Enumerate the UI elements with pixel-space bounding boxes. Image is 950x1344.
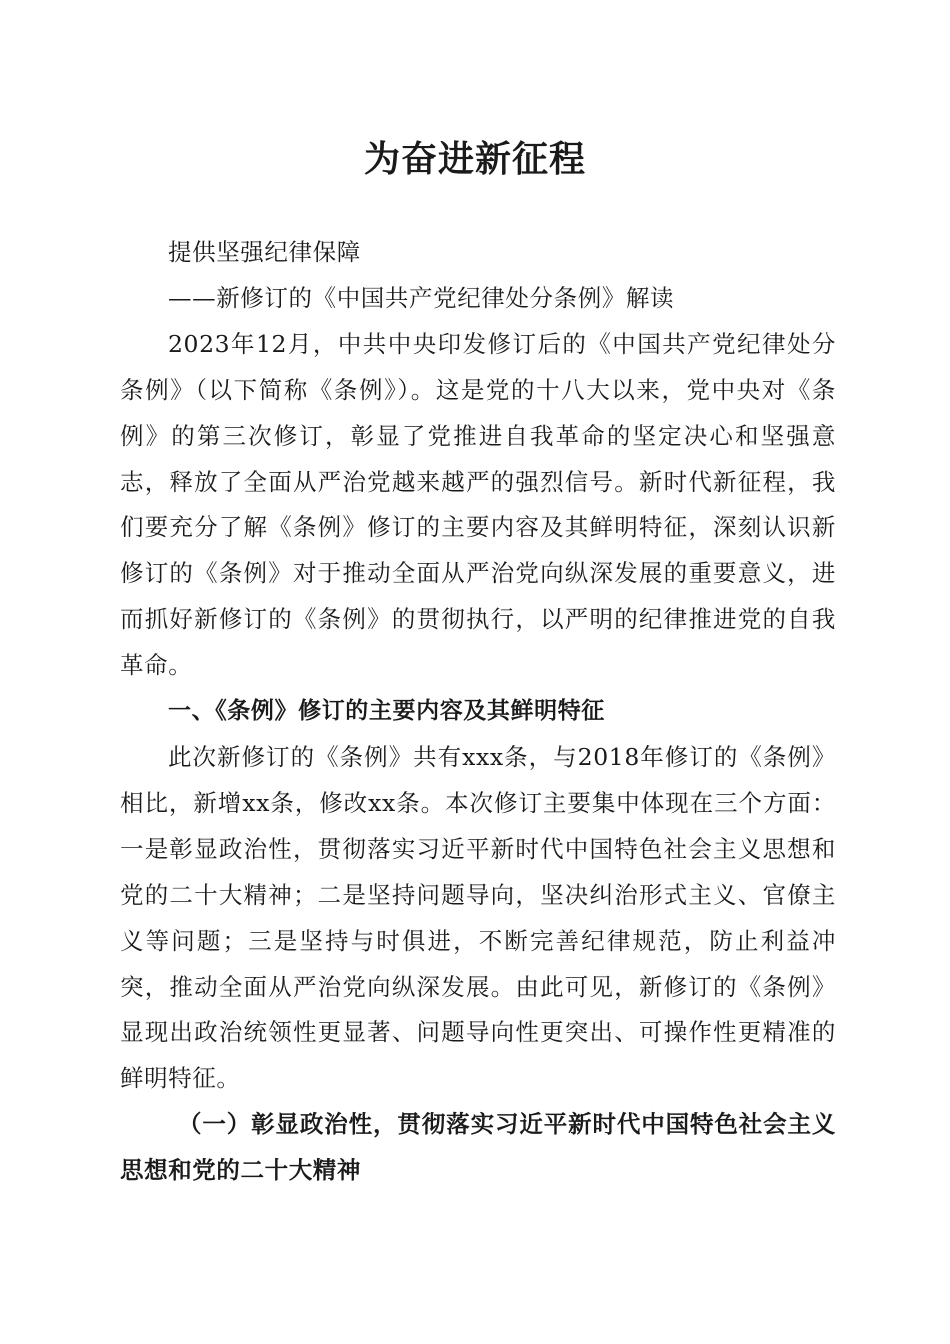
intro-paragraph: 2023年12月，中共中央印发修订后的《中国共产党纪律处分条例》（以下简称《条例》）。这是党的十八大以来，党中央对《条例》的第三次修订，彰显了党推进自我革命的坚定决心和坚强意志，释放了全面从严治党越来越严的强烈信号。新时代新征程，我们要充分了解《条例》修订的主要内容及其鲜明特征，深刻认识新修订的《条例》对于推动全面从严治党向纵深发展的重要意义，进而抓好新修订的《条例》的贯彻执行，以严明的纪律推进党的自我革命。 xyxy=(120,329,836,680)
subtitle-line-2: ——新修订的《中国共产党纪律处分条例》解读 xyxy=(168,283,675,312)
section-1-paragraph: 此次新修订的《条例》共有xxx条，与2018年修订的《条例》相比，新增xx条，修改xx条。本次修订主要集中体现在三个方面：一是彰显政治性，贯彻落实习近平新时代中国特色社会主义思想和党的二十大精神；二是坚持问题导向，坚决纠治形式主义、官僚主义等问题；三是坚持与时俱进，不断完善纪律规范，防止利益冲突，推动全面从严治党向纵深发展。由此可见，新修订的《条例》显现出政治统领性更显著、问题导向性更突出、可操作性更精准的鲜明特征。 xyxy=(120,742,836,1093)
document-title: 为奋进新征程 xyxy=(363,139,586,180)
document-body xyxy=(120,230,836,1194)
section-heading-1: 一、《条例》修订的主要内容及其鲜明特征 xyxy=(168,698,605,725)
subtitle-line-1: 提供坚强纪律保障 xyxy=(168,238,361,266)
subsection-heading-1: （一）彰显政治性，贯彻落实习近平新时代中国特色社会主义思想和党的二十大精神 xyxy=(120,1110,836,1185)
